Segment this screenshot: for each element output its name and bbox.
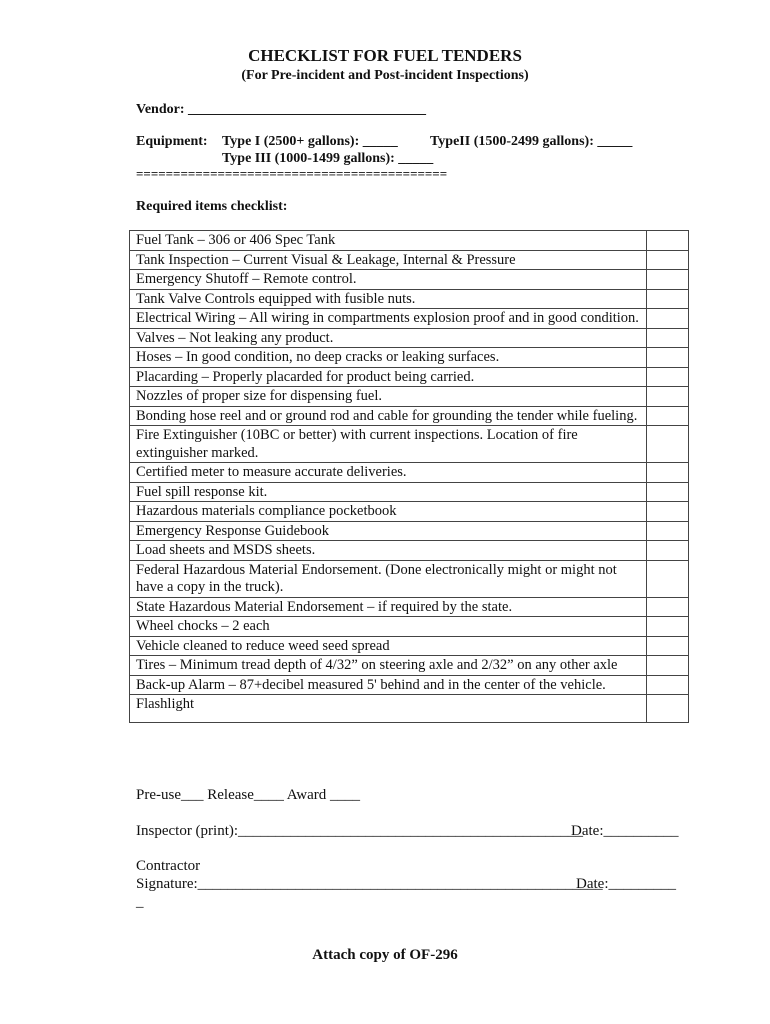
checklist-item-text: Emergency Shutoff – Remote control. <box>130 270 647 290</box>
inspector-date-field[interactable]: Date:__________ <box>571 823 679 839</box>
checklist-item-text: Fuel Tank – 306 or 406 Spec Tank <box>130 231 647 251</box>
footer-note: Attach copy of OF-296 <box>312 947 458 963</box>
checklist-item-text: Fire Extinguisher (10BC or better) with current inspections. Location of fire extinguisher marked. <box>130 426 647 463</box>
checklist-item-text: Hoses – In good condition, no deep cracks or leaking surfaces. <box>130 348 647 368</box>
checklist-row <box>130 231 689 251</box>
checklist-row <box>130 348 689 368</box>
checklist-checkbox-cell[interactable] <box>647 617 689 637</box>
checklist-item-text: Tank Valve Controls equipped with fusible nuts. <box>130 289 647 309</box>
equipment-type2[interactable]: TypeII (1500-2499 gallons): _____ <box>430 134 633 149</box>
checklist-row <box>130 560 689 597</box>
checklist-checkbox-cell[interactable] <box>647 482 689 502</box>
status-line[interactable]: Pre-use___ Release____ Award ____ <box>136 787 360 803</box>
checklist-item-text: Tires – Minimum tread depth of 4/32” on steering axle and 2/32” on any other axle <box>130 656 647 676</box>
equipment-label: Equipment: <box>136 134 208 149</box>
checklist-item-text: Vehicle cleaned to reduce weed seed spread <box>130 636 647 656</box>
checklist-checkbox-cell[interactable] <box>647 250 689 270</box>
inspector-print-field[interactable]: Inspector (print):______________________________________________ <box>136 823 584 839</box>
checklist-row <box>130 328 689 348</box>
checklist-item-text: Fuel spill response kit. <box>130 482 647 502</box>
checklist-row <box>130 426 689 463</box>
checklist-checkbox-cell[interactable] <box>647 270 689 290</box>
checklist-row <box>130 502 689 522</box>
checklist-row <box>130 250 689 270</box>
checklist-row <box>130 521 689 541</box>
vendor-blank[interactable]: __________________________________ <box>188 102 426 117</box>
checklist-item-text: Federal Hazardous Material Endorsement. (Done electronically might or might not have a copy in the truck). <box>130 560 647 597</box>
checklist-checkbox-cell[interactable] <box>647 521 689 541</box>
contractor-label: Contractor <box>136 858 201 874</box>
checklist-item-text: Load sheets and MSDS sheets. <box>130 541 647 561</box>
checklist-row <box>130 309 689 329</box>
checklist-checkbox-cell[interactable] <box>647 675 689 695</box>
checklist-item-text: Placarding – Properly placarded for product being carried. <box>130 367 647 387</box>
checklist-checkbox-cell[interactable] <box>647 597 689 617</box>
checklist-row <box>130 675 689 695</box>
checklist-checkbox-cell[interactable] <box>647 289 689 309</box>
checklist-checkbox-cell[interactable] <box>647 309 689 329</box>
checklist-row <box>130 482 689 502</box>
checklist-checkbox-cell[interactable] <box>647 328 689 348</box>
checklist-item-text: Tank Inspection – Current Visual & Leakage, Internal & Pressure <box>130 250 647 270</box>
checklist-checkbox-cell[interactable] <box>647 406 689 426</box>
checklist-item-text: Valves – Not leaking any product. <box>130 328 647 348</box>
checklist-row <box>130 387 689 407</box>
checklist-item-text: State Hazardous Material Endorsement – if required by the state. <box>130 597 647 617</box>
checklist-item-text: Wheel chocks – 2 each <box>130 617 647 637</box>
separator-line: ========================================== <box>136 166 448 181</box>
checklist-item-text: Electrical Wiring – All wiring in compartments explosion proof and in good condition. <box>130 309 647 329</box>
checklist-item-text: Certified meter to measure accurate deliveries. <box>130 463 647 483</box>
checklist-row <box>130 617 689 637</box>
contractor-date-field[interactable]: Date:_________ <box>576 876 676 892</box>
checklist-row <box>130 367 689 387</box>
checklist-row <box>130 636 689 656</box>
checklist-row <box>130 289 689 309</box>
vendor-label: Vendor: <box>136 102 185 117</box>
checklist-checkbox-cell[interactable] <box>647 463 689 483</box>
checklist-row <box>130 656 689 676</box>
checklist-item-text: Bonding hose reel and or ground rod and cable for grounding the tender while fueling. <box>130 406 647 426</box>
required-items-heading: Required items checklist: <box>136 199 288 214</box>
checklist-checkbox-cell[interactable] <box>647 656 689 676</box>
checklist-item-text: Flashlight <box>130 695 647 723</box>
checklist-item-text: Back-up Alarm – 87+decibel measured 5' behind and in the center of the vehicle. <box>130 675 647 695</box>
checklist-row <box>130 463 689 483</box>
checklist-checkbox-cell[interactable] <box>647 502 689 522</box>
checklist-item-text: Hazardous materials compliance pocketbook <box>130 502 647 522</box>
checklist-checkbox-cell[interactable] <box>647 541 689 561</box>
page-title: CHECKLIST FOR FUEL TENDERS <box>248 46 522 65</box>
checklist-checkbox-cell[interactable] <box>647 560 689 597</box>
checklist-checkbox-cell[interactable] <box>647 231 689 251</box>
checklist-item-text: Emergency Response Guidebook <box>130 521 647 541</box>
checklist-checkbox-cell[interactable] <box>647 387 689 407</box>
checklist-checkbox-cell[interactable] <box>647 367 689 387</box>
checklist-table <box>129 230 689 723</box>
vendor-line[interactable] <box>136 102 426 118</box>
checklist-item-text: Nozzles of proper size for dispensing fuel. <box>130 387 647 407</box>
equipment-type1[interactable]: Type I (2500+ gallons): _____ <box>222 134 398 149</box>
page-subtitle: (For Pre-incident and Post-incident Inspections) <box>241 68 529 83</box>
checklist-row <box>130 541 689 561</box>
checklist-checkbox-cell[interactable] <box>647 426 689 463</box>
contractor-signature-field[interactable]: Signature:______________________________________________________ <box>136 876 603 892</box>
checklist-row <box>130 270 689 290</box>
checklist-row <box>130 597 689 617</box>
checklist-checkbox-cell[interactable] <box>647 348 689 368</box>
checklist-row <box>130 695 689 723</box>
checklist-checkbox-cell[interactable] <box>647 636 689 656</box>
checklist-row <box>130 406 689 426</box>
equipment-type3[interactable]: Type III (1000-1499 gallons): _____ <box>222 151 434 166</box>
checklist-checkbox-cell[interactable] <box>647 695 689 723</box>
contractor-trailing-mark: _ <box>136 894 144 910</box>
